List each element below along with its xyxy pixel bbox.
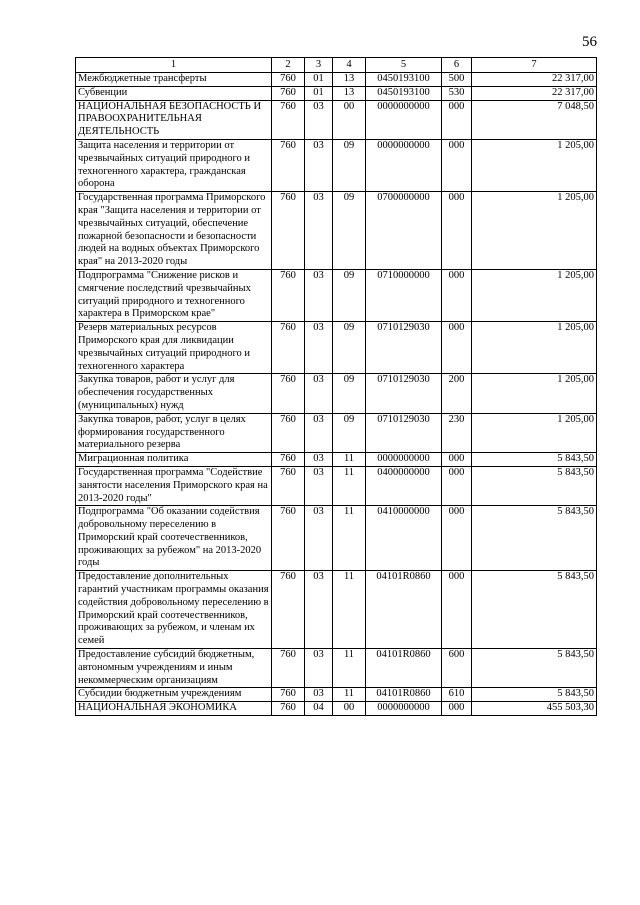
row-name-cell: НАЦИОНАЛЬНАЯ ЭКОНОМИКА bbox=[76, 702, 272, 716]
row-code-5-cell: 0710129030 bbox=[366, 413, 442, 452]
row-code-5-cell: 0400000000 bbox=[366, 466, 442, 505]
row-amount-cell: 22 317,00 bbox=[472, 73, 597, 87]
table-row bbox=[76, 100, 597, 139]
header-cell: 1 bbox=[76, 58, 272, 73]
row-code-6-cell: 000 bbox=[442, 269, 472, 321]
row-code-6-cell: 000 bbox=[442, 100, 472, 139]
row-amount-cell: 5 843,50 bbox=[472, 649, 597, 688]
table-row bbox=[76, 269, 597, 321]
row-code-2-cell: 760 bbox=[272, 139, 305, 191]
row-code-6-cell: 000 bbox=[442, 322, 472, 374]
row-code-4-cell: 11 bbox=[333, 466, 366, 505]
row-name-cell: Межбюджетные трансферты bbox=[76, 73, 272, 87]
row-code-3-cell: 01 bbox=[305, 73, 333, 87]
page-number: 56 bbox=[582, 34, 597, 50]
table-row bbox=[76, 192, 597, 270]
header-cell: 7 bbox=[472, 58, 597, 73]
row-code-6-cell: 230 bbox=[442, 413, 472, 452]
row-code-3-cell: 03 bbox=[305, 466, 333, 505]
row-amount-cell: 5 843,50 bbox=[472, 506, 597, 571]
header-cell: 4 bbox=[333, 58, 366, 73]
row-code-6-cell: 530 bbox=[442, 86, 472, 100]
table-row bbox=[76, 506, 597, 571]
row-code-6-cell: 000 bbox=[442, 466, 472, 505]
row-code-4-cell: 11 bbox=[333, 506, 366, 571]
header-cell: 5 bbox=[366, 58, 442, 73]
row-code-3-cell: 03 bbox=[305, 374, 333, 413]
row-code-3-cell: 03 bbox=[305, 688, 333, 702]
row-code-4-cell: 13 bbox=[333, 86, 366, 100]
row-name-cell: Закупка товаров, работ и услуг для обеспечения государственных (муниципальных) нужд bbox=[76, 374, 272, 413]
row-code-6-cell: 000 bbox=[442, 139, 472, 191]
row-code-5-cell: 0000000000 bbox=[366, 702, 442, 716]
row-code-6-cell: 000 bbox=[442, 192, 472, 270]
row-code-2-cell: 760 bbox=[272, 466, 305, 505]
row-code-6-cell: 610 bbox=[442, 688, 472, 702]
row-code-6-cell: 000 bbox=[442, 571, 472, 649]
row-code-5-cell: 0410000000 bbox=[366, 506, 442, 571]
row-name-cell: Предоставление субсидий бюджетным, автономным учреждениям и иным некоммерческим организациям bbox=[76, 649, 272, 688]
row-code-4-cell: 09 bbox=[333, 192, 366, 270]
row-code-5-cell: 0710129030 bbox=[366, 322, 442, 374]
table-row bbox=[76, 649, 597, 688]
row-code-5-cell: 0450193100 bbox=[366, 86, 442, 100]
row-code-5-cell: 04101R0860 bbox=[366, 571, 442, 649]
table-row bbox=[76, 453, 597, 467]
table-row bbox=[76, 86, 597, 100]
row-amount-cell: 1 205,00 bbox=[472, 192, 597, 270]
row-name-cell: Государственная программа Приморского края "Защита населения и территории от чрезвычайных ситуаций, обеспечение пожарной безопасности и безопасности людей на водных объектах Приморского края" на 2013-2020 годы bbox=[76, 192, 272, 270]
table-row bbox=[76, 374, 597, 413]
row-code-2-cell: 760 bbox=[272, 506, 305, 571]
table-row bbox=[76, 571, 597, 649]
row-code-5-cell: 0710000000 bbox=[366, 269, 442, 321]
table-row bbox=[76, 688, 597, 702]
row-code-2-cell: 760 bbox=[272, 649, 305, 688]
row-amount-cell: 22 317,00 bbox=[472, 86, 597, 100]
row-code-2-cell: 760 bbox=[272, 86, 305, 100]
row-code-4-cell: 11 bbox=[333, 571, 366, 649]
row-name-cell: НАЦИОНАЛЬНАЯ БЕЗОПАСНОСТЬ И ПРАВООХРАНИТЕЛЬНАЯ ДЕЯТЕЛЬНОСТЬ bbox=[76, 100, 272, 139]
row-code-4-cell: 09 bbox=[333, 413, 366, 452]
row-amount-cell: 7 048,50 bbox=[472, 100, 597, 139]
row-code-3-cell: 03 bbox=[305, 453, 333, 467]
row-code-3-cell: 03 bbox=[305, 649, 333, 688]
row-code-2-cell: 760 bbox=[272, 413, 305, 452]
row-amount-cell: 5 843,50 bbox=[472, 571, 597, 649]
row-code-5-cell: 0000000000 bbox=[366, 453, 442, 467]
row-code-6-cell: 200 bbox=[442, 374, 472, 413]
row-amount-cell: 1 205,00 bbox=[472, 269, 597, 321]
row-name-cell: Защита населения и территории от чрезвычайных ситуаций природного и техногенного характера, гражданская оборона bbox=[76, 139, 272, 191]
row-amount-cell: 1 205,00 bbox=[472, 413, 597, 452]
row-code-6-cell: 600 bbox=[442, 649, 472, 688]
row-amount-cell: 1 205,00 bbox=[472, 374, 597, 413]
row-amount-cell: 455 503,30 bbox=[472, 702, 597, 716]
header-cell: 6 bbox=[442, 58, 472, 73]
row-code-2-cell: 760 bbox=[272, 688, 305, 702]
row-code-4-cell: 11 bbox=[333, 688, 366, 702]
table-row bbox=[76, 702, 597, 716]
row-code-4-cell: 00 bbox=[333, 702, 366, 716]
table-row bbox=[76, 466, 597, 505]
row-name-cell: Субвенции bbox=[76, 86, 272, 100]
row-amount-cell: 5 843,50 bbox=[472, 688, 597, 702]
row-code-2-cell: 760 bbox=[272, 702, 305, 716]
row-code-3-cell: 04 bbox=[305, 702, 333, 716]
row-code-4-cell: 13 bbox=[333, 73, 366, 87]
row-name-cell: Миграционная политика bbox=[76, 453, 272, 467]
row-code-6-cell: 000 bbox=[442, 702, 472, 716]
row-name-cell: Предоставление дополнительных гарантий участникам программы оказания содействия добровольному переселению в Приморский край соотечественников, проживающих за рубежом, и членам их семей bbox=[76, 571, 272, 649]
budget-table bbox=[75, 57, 597, 716]
row-code-5-cell: 0000000000 bbox=[366, 139, 442, 191]
row-code-2-cell: 760 bbox=[272, 100, 305, 139]
row-code-5-cell: 0700000000 bbox=[366, 192, 442, 270]
row-name-cell: Государственная программа "Содействие занятости населения Приморского края на 2013-2020 годы" bbox=[76, 466, 272, 505]
row-code-5-cell: 0000000000 bbox=[366, 100, 442, 139]
row-code-6-cell: 500 bbox=[442, 73, 472, 87]
row-code-5-cell: 04101R0860 bbox=[366, 649, 442, 688]
row-code-2-cell: 760 bbox=[272, 73, 305, 87]
row-amount-cell: 1 205,00 bbox=[472, 322, 597, 374]
header-cell: 3 bbox=[305, 58, 333, 73]
row-name-cell: Закупка товаров, работ, услуг в целях формирования государственного материального резерва bbox=[76, 413, 272, 452]
row-code-5-cell: 04101R0860 bbox=[366, 688, 442, 702]
row-code-2-cell: 760 bbox=[272, 374, 305, 413]
row-code-2-cell: 760 bbox=[272, 269, 305, 321]
row-code-4-cell: 09 bbox=[333, 374, 366, 413]
row-code-6-cell: 000 bbox=[442, 453, 472, 467]
row-amount-cell: 1 205,00 bbox=[472, 139, 597, 191]
row-code-4-cell: 09 bbox=[333, 322, 366, 374]
row-code-3-cell: 03 bbox=[305, 413, 333, 452]
row-code-6-cell: 000 bbox=[442, 506, 472, 571]
table-row bbox=[76, 73, 597, 87]
row-name-cell: Подпрограмма "Об оказании содействия добровольному переселению в Приморский край соотечественников, проживающих за рубежом" на 2013-2020 годы bbox=[76, 506, 272, 571]
row-code-4-cell: 09 bbox=[333, 139, 366, 191]
row-code-2-cell: 760 bbox=[272, 571, 305, 649]
row-code-3-cell: 03 bbox=[305, 571, 333, 649]
row-name-cell: Субсидии бюджетным учреждениям bbox=[76, 688, 272, 702]
table-row bbox=[76, 413, 597, 452]
row-code-3-cell: 03 bbox=[305, 506, 333, 571]
row-code-2-cell: 760 bbox=[272, 192, 305, 270]
row-code-3-cell: 03 bbox=[305, 322, 333, 374]
row-code-4-cell: 09 bbox=[333, 269, 366, 321]
row-code-3-cell: 03 bbox=[305, 192, 333, 270]
row-name-cell: Подпрограмма "Снижение рисков и смягчение последствий чрезвычайных ситуаций природного и техногенного характера в Приморском крае" bbox=[76, 269, 272, 321]
row-code-3-cell: 03 bbox=[305, 139, 333, 191]
row-code-4-cell: 11 bbox=[333, 649, 366, 688]
table-row bbox=[76, 322, 597, 374]
row-code-5-cell: 0710129030 bbox=[366, 374, 442, 413]
row-amount-cell: 5 843,50 bbox=[472, 466, 597, 505]
row-code-2-cell: 760 bbox=[272, 322, 305, 374]
row-code-4-cell: 11 bbox=[333, 453, 366, 467]
row-amount-cell: 5 843,50 bbox=[472, 453, 597, 467]
row-code-3-cell: 01 bbox=[305, 86, 333, 100]
row-code-3-cell: 03 bbox=[305, 269, 333, 321]
row-code-2-cell: 760 bbox=[272, 453, 305, 467]
header-cell: 2 bbox=[272, 58, 305, 73]
table-header-row bbox=[76, 58, 597, 73]
table-row bbox=[76, 139, 597, 191]
row-code-5-cell: 0450193100 bbox=[366, 73, 442, 87]
row-name-cell: Резерв материальных ресурсов Приморского края для ликвидации чрезвычайных ситуаций природного и техногенного характера bbox=[76, 322, 272, 374]
row-code-4-cell: 00 bbox=[333, 100, 366, 139]
row-code-3-cell: 03 bbox=[305, 100, 333, 139]
